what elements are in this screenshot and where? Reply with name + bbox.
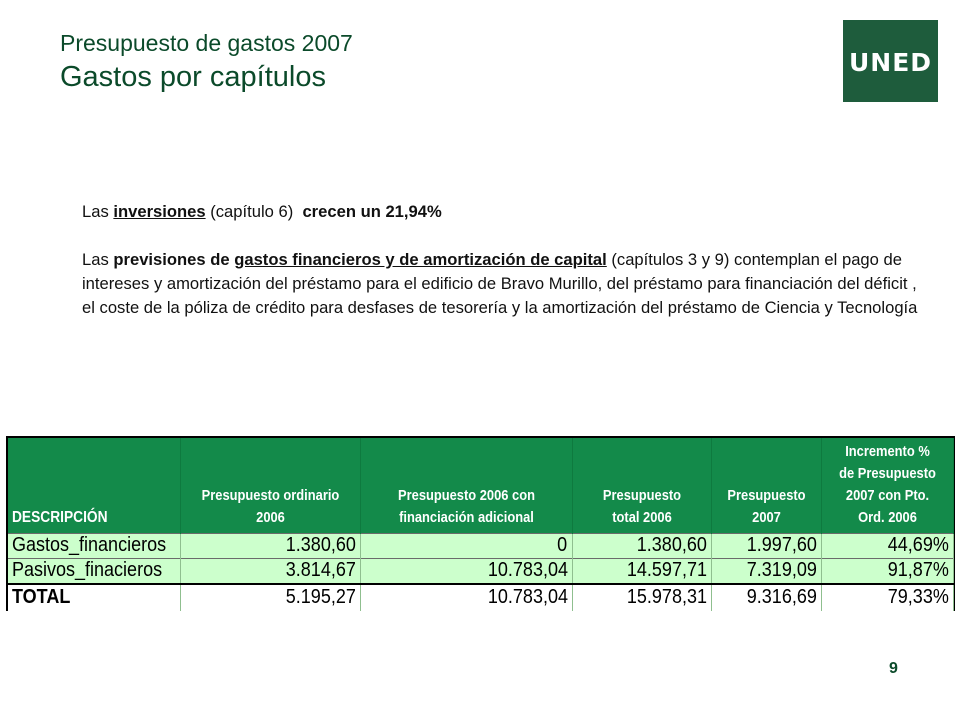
table-total-row: [8, 584, 953, 611]
table-cell: 44,69%: [821, 533, 953, 558]
p2-prefix: Las: [82, 250, 114, 269]
table-cell: 10.783,04: [360, 584, 572, 611]
table-cell: 0: [360, 533, 572, 558]
uned-logo: [843, 20, 938, 102]
row-label: Pasivos_finacieros: [8, 558, 180, 584]
slide-subtitle: Presupuesto de gastos 2007: [60, 30, 353, 56]
header-incremento: Incremento % de Presupuesto 2007 con Pto. Ord. 2006: [821, 438, 953, 533]
table-cell: 15.978,31: [572, 584, 711, 611]
p1-prefix: Las: [82, 202, 114, 221]
page-number: 9: [889, 660, 898, 677]
paragraph-inversiones: [82, 200, 922, 224]
p1-middle: (capítulo 6): [205, 202, 303, 221]
table-cell: 1.380,60: [180, 533, 360, 558]
header-presupuesto-total-2006: Presupuesto total 2006: [572, 438, 711, 533]
table-row: [8, 558, 953, 584]
logo-text: UNED: [848, 48, 933, 77]
table-cell: 1.380,60: [572, 533, 711, 558]
table-cell: 7.319,09: [711, 558, 821, 584]
table-header-row: [8, 438, 953, 533]
slide-title: Gastos por capítulos: [60, 61, 326, 93]
p2-bold: previsiones de: [113, 250, 235, 269]
paragraph-previsiones: [82, 248, 922, 320]
row-label: Gastos_financieros: [8, 533, 180, 558]
table-cell: 5.195,27: [180, 584, 360, 611]
header-presupuesto-2007: Presupuesto 2007: [711, 438, 821, 533]
table-row: [8, 533, 953, 558]
p2-underlined: gastos financieros y de amortización de capital: [234, 250, 607, 269]
p2-rest: (capítulos 3 y 9) contemplan el pago de intereses y amortización del préstamo para el edificio de Bravo Murillo, del préstamo para financiación del déficit , el coste de la póliza de crédito para desfases de tesorería y la amortización del préstamo de Ciencia y Tecnología: [82, 250, 918, 317]
table-cell: 14.597,71: [572, 558, 711, 584]
table-cell: 79,33%: [821, 584, 953, 611]
table-cell: 9.316,69: [711, 584, 821, 611]
table-cell: 10.783,04: [360, 558, 572, 584]
table-cell: 3.814,67: [180, 558, 360, 584]
table-cell: 1.997,60: [711, 533, 821, 558]
body-text: [82, 200, 922, 320]
header-presupuesto-ordinario-2006: Presupuesto ordinario 2006: [180, 438, 360, 533]
budget-table-container: [6, 436, 955, 611]
header-presupuesto-2006-adicional: Presupuesto 2006 con financiación adicional: [360, 438, 572, 533]
budget-table: [8, 438, 954, 611]
header-descripcion: DESCRIPCIÓN: [8, 438, 180, 533]
total-label: TOTAL: [8, 584, 180, 611]
p1-underlined: inversiones: [113, 202, 206, 221]
table-cell: 91,87%: [821, 558, 953, 584]
p1-bold-tail: crecen un 21,94%: [302, 202, 442, 221]
